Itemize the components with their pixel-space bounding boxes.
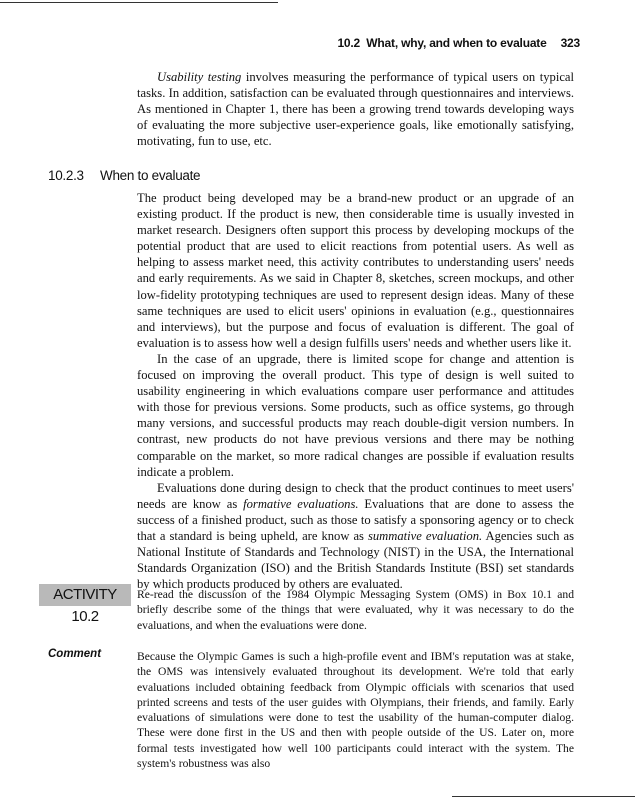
top-rule [0,2,278,3]
activity-label: ACTIVITY 10.2 [39,584,131,606]
bottom-rule [452,796,635,797]
paragraph-2: In the case of an upgrade, there is limited scope for change and attention is focused on improving the overall product. This type of design is well suited to usability engineering in which evaluations compare user performance and attitudes with those for previous versions. Some products, such as office systems, go through many versions, and successful products may reach double-digit version numbers. In contrast, new products do not have previous versions and there may be nothing comparable on the market, so more radical changes are possible if evaluation results indicate a problem. [137,351,574,479]
section-number: 10.2.3 [48,168,84,183]
section-heading [48,168,200,183]
comment-text: Because the Olympic Games is such a high-profile event and IBM's reputation was at stake, the OMS was intensively evaluated throughout its development. We're told that early evaluations included obtaining feedback from Olympic officials with scenarios that used printed screens and tests of the user guides with Olympians, their friends, and family. Early evaluations of simulations were done to test the usability of the human-computer dialog. These were done first in the US and then with people outside of the US. Later on, more formal tests investigated how well 100 participants could interact with the system. The system's robustness was also [137,650,574,771]
intro-term: Usability testing [157,70,242,84]
summative-term: summative evaluation. [367,528,483,543]
section-body [137,190,574,592]
comment-label: Comment [48,648,102,660]
running-head [0,36,580,50]
intro-paragraph [137,69,574,149]
page-number: 323 [560,36,580,50]
formative-term: formative evaluations. [243,496,359,511]
section-title: When to evaluate [100,168,201,183]
activity-text: Re-read the discussion of the 1984 Olympic Messaging System (OMS) in Box 10.1 and briefly describe some of the things that were evaluated, why it was necessary to do the evaluations, and when the evaluations were done. [137,588,574,632]
paragraph-1: The product being developed may be a brand-new product or an upgrade of an existing product. If the product is new, then considerable time is usually invested in market research. Designers often support this process by developing mockups of the potential product that are used to elicit reactions from potential users. As well as helping to assess market need, this activity contributes to understanding users' needs and early requirements. As we said in Chapter 8, sketches, screen mockups, and other low-fidelity prototyping techniques are used to represent design ideas. Many of these same techniques are used to elicit users' opinions in evaluation (e.g., questionnaires and interviews), but the purpose and focus of evaluation is different. The goal of evaluation is to assess how well a design fulfills users' needs and whether users like it. [137,191,574,350]
intro-text: involves measuring the performance of typical users on typical tasks. In addition, satisfaction can be evaluated through questionnaires and interviews. As mentioned in Chapter 1, there has been a growing trend towards developing ways of evaluating the more subjective user-experience goals, like emotionally satisfying, motivating, fun to use, etc. [137,70,575,149]
paragraph-3: Evaluations done during design to check that the product continues to meet users' needs are know as formative evaluations. Evaluations that are done to assess the success of a finished product, such as those to satisfy a sponsoring agency or to check that a standard is being upheld, are know as summative evaluation. Agencies such as National Institute of Standards and Technology (NIST) in the USA, the International Standards Organization (ISO) and the British Standards Institute (BSI) set standards by which products produced by others are evaluated. [137,480,575,592]
running-head-title: 10.2 What, why, and when to evaluate [337,36,547,50]
